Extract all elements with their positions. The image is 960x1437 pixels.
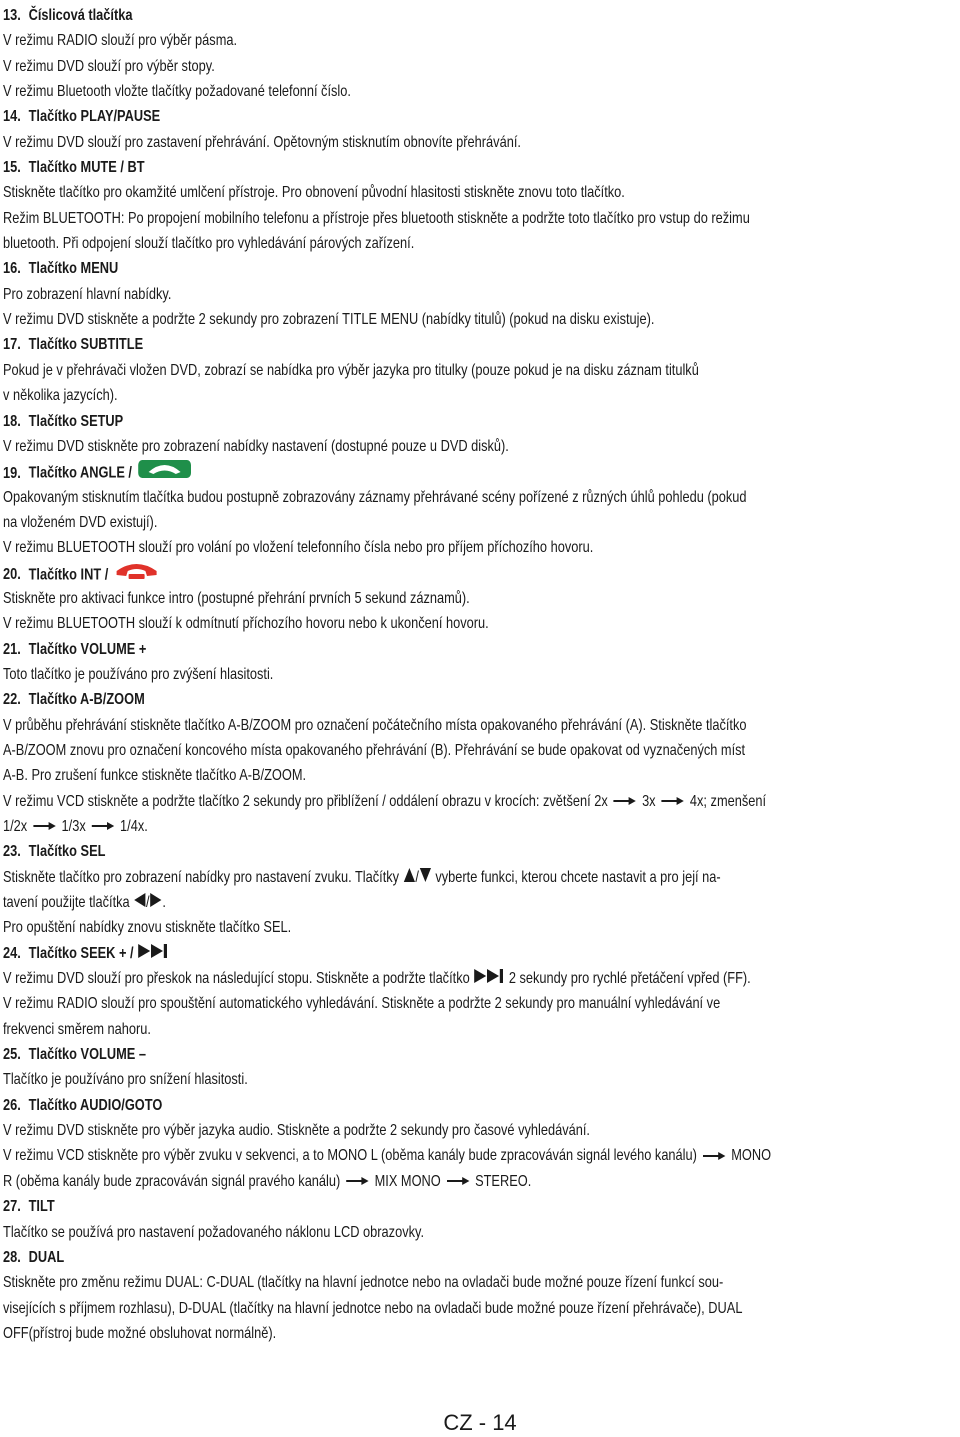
section-17-heading	[3, 332, 957, 357]
section-number: 13.	[3, 7, 21, 24]
section-20-heading	[3, 561, 957, 586]
s26-line-2	[3, 1143, 957, 1168]
s19-line-1: Opakovaným stisknutím tlačítka budou postupně zobrazovány záznamy přehrávané scény pořízené z různých úhlů pohledu (pokud	[3, 488, 747, 506]
section-number: 27.	[3, 1198, 21, 1216]
s15-line-2: Režim BLUETOOTH: Po propojení mobilního telefonu a přístroje přes bluetooth stiskněte a podržte toto tlačítko pro vstup do režimu	[3, 209, 750, 227]
text: MONO	[731, 1147, 772, 1165]
arrow-right-icon	[661, 789, 685, 814]
section-25-heading	[3, 1042, 957, 1067]
text: .	[162, 894, 166, 912]
section-title: Tlačítko SETUP	[28, 412, 124, 430]
s18-line-1: V režimu DVD stiskněte pro zobrazení nabídky nastavení (dostupné pouze u DVD disků).	[3, 437, 509, 455]
section-16-heading	[3, 256, 957, 281]
s23-line-3: Pro opuštění nabídky znovu stiskněte tlačítko SEL.	[3, 919, 292, 937]
section-24-heading	[3, 941, 957, 966]
arrow-right-icon	[91, 814, 115, 839]
arrow-right-icon	[446, 1169, 470, 1194]
arrow-right-icon	[613, 789, 637, 814]
section-18-heading	[3, 409, 957, 434]
section-22-heading	[3, 687, 957, 712]
text: V režimu DVD slouží pro přeskok na následující stopu. Stiskněte a podržte tlačítko	[3, 970, 470, 988]
text: tavení použijte tlačítka	[3, 894, 130, 912]
s23-line-2	[3, 890, 957, 915]
text: 4x; zmenšení	[689, 792, 767, 810]
s20-line-2: V režimu BLUETOOTH slouží k odmítnutí příchozího hovoru nebo k ukončení hovoru.	[3, 615, 489, 633]
s28-line-3: OFF(přístroj bude možné obsluhovat normálně).	[3, 1324, 277, 1342]
section-number: 16.	[3, 260, 21, 278]
arrow-right-icon	[32, 814, 56, 839]
s22-line-4	[3, 789, 957, 814]
s15-line-3: bluetooth. Při odpojení slouží tlačítko pro vyhledávání párových zařízení.	[3, 235, 415, 253]
section-13-heading	[3, 3, 957, 28]
section-19-heading	[3, 459, 957, 484]
text: STEREO.	[475, 1172, 532, 1190]
text: MIX MONO	[374, 1172, 441, 1190]
s24-line-3: frekvenci směrem nahoru.	[3, 1020, 151, 1038]
section-number: 15.	[3, 159, 21, 177]
section-number: 24.	[3, 944, 21, 962]
s25-line-1: Tlačítko je používáno pro snížení hlasitosti.	[3, 1071, 248, 1089]
s24-line-2: V režimu RADIO slouží pro spouštění automatického vyhledávání. Stiskněte a podržte 2 sekundy pro manuální vyhledávání ve	[3, 995, 721, 1013]
s17-line-2: v několika jazycích).	[3, 387, 118, 405]
text: R (oběma kanály bude zpracováván signál pravého kanálu)	[3, 1172, 341, 1190]
section-14-heading	[3, 104, 957, 129]
arrow-right-icon	[702, 1144, 726, 1169]
section-title: Tlačítko INT /	[28, 565, 109, 583]
phone-hangup-icon	[113, 561, 159, 586]
text: /	[415, 868, 419, 886]
section-title: Tlačítko SUBTITLE	[28, 336, 144, 354]
s20-line-1: Stiskněte pro aktivaci funkce intro (postupné přehrání prvních 5 sekund záznamů).	[3, 589, 470, 607]
manual-page	[3, 3, 957, 1346]
text: vyberte funkci, kterou chcete nastavit a pro její na-	[435, 868, 721, 886]
s14-line-1: V režimu DVD slouží pro zastavení přehrávání. Opětovným stisknutím obnovíte přehrávání.	[3, 133, 521, 151]
section-27-heading	[3, 1194, 957, 1219]
section-title: Tlačítko AUDIO/GOTO	[28, 1096, 163, 1114]
s23-line-1	[3, 865, 957, 890]
section-number: 25.	[3, 1046, 21, 1064]
text: 2 sekundy pro rychlé přetáčení vpřed (FF).	[508, 970, 751, 988]
up-triangle-icon	[403, 866, 416, 890]
section-title: Tlačítko VOLUME –	[28, 1046, 146, 1064]
section-number: 22.	[3, 691, 21, 709]
section-21-heading	[3, 637, 957, 662]
s22-line-5	[3, 814, 957, 839]
section-number: 19.	[3, 464, 21, 482]
s27-line-1: Tlačítko se používá pro nastavení požadovaného náklonu LCD obrazovky.	[3, 1223, 424, 1241]
section-number: 26.	[3, 1096, 21, 1114]
section-title: Tlačítko SEEK + /	[28, 944, 134, 962]
section-title: Číslicová tlačítka	[28, 7, 133, 24]
s19-line-3: V režimu BLUETOOTH slouží pro volání po vložení telefonního čísla nebo pro příjem příchozího hovoru.	[3, 539, 594, 557]
section-title: Tlačítko ANGLE /	[28, 464, 132, 482]
text: V režimu VCD stiskněte pro výběr zvuku v sekvenci, a to MONO L (oběma kanály bude zpracováván signál levého kanálu)	[3, 1147, 697, 1165]
s15-line-1: Stiskněte tlačítko pro okamžité umlčení přístroje. Pro obnovení původní hlasitosti stiskněte znovu toto tlačítko.	[3, 184, 625, 202]
section-28-heading	[3, 1245, 957, 1270]
section-number: 20.	[3, 565, 21, 583]
phone-answer-icon	[137, 459, 191, 484]
s28-line-2: visejících s příjmem rozhlasu), D-DUAL (tlačítky na hlavní jednotce nebo na ovladači bude možné pouze řízení přehrávače), DUAL	[3, 1299, 743, 1317]
s28-line-1: Stiskněte pro změnu režimu DUAL: C-DUAL (tlačítky na hlavní jednotce nebo na ovladači bude možné pouze řízení funkcí sou-	[3, 1274, 724, 1292]
text: Stiskněte tlačítko pro zobrazení nabídky pro nastavení zvuku. Tlačítky	[3, 868, 400, 886]
section-title: Tlačítko VOLUME +	[28, 640, 147, 658]
s22-line-1: V průběhu přehrávání stiskněte tlačítko A-B/ZOOM pro označení počátečního místa opakovaného přehrávání (A). Stiskněte tlačítko	[3, 716, 747, 734]
section-title: TILT	[28, 1198, 55, 1216]
s16-line-1: Pro zobrazení hlavní nabídky.	[3, 285, 172, 303]
page-number: CZ - 14	[443, 1410, 517, 1435]
s19-line-2: na vloženém DVD existují).	[3, 513, 158, 531]
section-title: Tlačítko MENU	[28, 260, 119, 278]
s13-line-1: V režimu RADIO slouží pro výběr pásma.	[3, 32, 238, 50]
section-23-heading	[3, 839, 957, 864]
section-15-heading	[3, 155, 957, 180]
text: V režimu VCD stiskněte a podržte tlačítko 2 sekundy pro přiblížení / oddálení obrazu v krocích: zvětšení 2x	[3, 792, 608, 810]
skip-next-icon	[473, 967, 505, 991]
s26-line-3	[3, 1169, 957, 1194]
s26-line-1: V režimu DVD stiskněte pro výběr jazyka audio. Stiskněte a podržte 2 sekundy pro časové vyhledávání.	[3, 1122, 590, 1140]
section-number: 28.	[3, 1248, 21, 1266]
left-triangle-icon	[133, 891, 146, 915]
right-triangle-icon	[150, 891, 163, 915]
section-number: 14.	[3, 108, 21, 126]
text: /	[146, 894, 150, 912]
down-triangle-icon	[419, 866, 432, 890]
text: 1/3x	[61, 818, 86, 835]
s22-line-2: A-B/ZOOM znovu pro označení koncového místa opakovaného přehrávání (B). Přehrávání se bude opakovat od vyznačených míst	[3, 741, 746, 759]
text: 1/4x.	[120, 818, 148, 835]
section-number: 18.	[3, 412, 21, 430]
arrow-right-icon	[345, 1169, 369, 1194]
s13-line-3: V režimu Bluetooth vložte tlačítky požadované telefonní číslo.	[3, 83, 351, 101]
s13-line-2: V režimu DVD slouží pro výběr stopy.	[3, 57, 215, 75]
section-number: 17.	[3, 336, 21, 354]
section-number: 23.	[3, 843, 21, 861]
section-title: DUAL	[28, 1248, 65, 1266]
text: 1/2x	[3, 818, 28, 835]
s16-line-2: V režimu DVD stiskněte a podržte 2 sekundy pro zobrazení TITLE MENU (nabídky titulů) (pokud na disku existuje).	[3, 311, 655, 329]
section-title: Tlačítko MUTE / BT	[28, 159, 145, 177]
skip-next-icon	[137, 942, 169, 966]
s22-line-3: A-B. Pro zrušení funkce stiskněte tlačítko A-B/ZOOM.	[3, 767, 307, 785]
section-title: Tlačítko A-B/ZOOM	[28, 691, 145, 709]
s24-line-1	[3, 966, 957, 991]
section-title: Tlačítko SEL	[28, 843, 106, 861]
s21-line-1: Toto tlačítko je používáno pro zvýšení hlasitosti.	[3, 665, 274, 683]
section-title: Tlačítko PLAY/PAUSE	[28, 108, 161, 126]
text: 3x	[642, 792, 656, 810]
s17-line-1: Pokud je v přehrávači vložen DVD, zobrazí se nabídka pro výběr jazyka pro titulky (pouze pokud je na disku záznam titulků	[3, 361, 699, 379]
section-number: 21.	[3, 640, 21, 658]
section-26-heading	[3, 1093, 957, 1118]
